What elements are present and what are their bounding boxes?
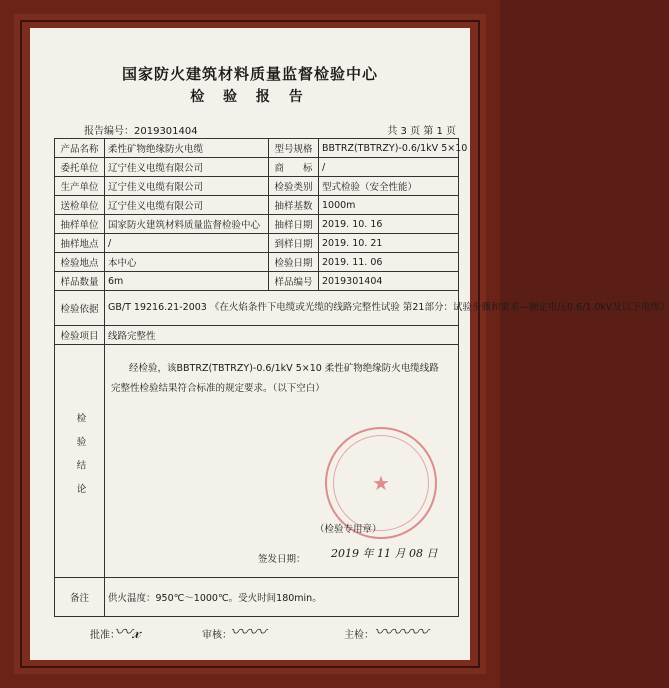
cell-label: 检验结论 xyxy=(74,412,86,507)
cell-label: 产品名称 xyxy=(55,139,105,158)
producer: 辽宁佳义电缆有限公司 xyxy=(105,177,269,196)
table-row xyxy=(55,326,459,345)
table-row xyxy=(55,345,459,578)
cell-label: 抽样日期 xyxy=(269,215,319,234)
cell-label: 生产单位 xyxy=(55,177,105,196)
report-number: 报告编号：2019301404 xyxy=(84,126,198,137)
cell-label: 检验项目 xyxy=(55,326,105,345)
test-date: 2019. 11. 06 xyxy=(319,253,459,272)
test-basis: GB/T 19216.21-2003 《在火焰条件下电缆或光缆的线路完整性试验 第21部分：试验步骤和要求—额定电压0.6/1.0kV及以下电缆》 xyxy=(105,291,459,326)
conclusion-cell xyxy=(105,345,459,578)
cell-label: 检验依据 xyxy=(55,291,105,326)
table-row xyxy=(55,253,459,272)
table-row xyxy=(55,578,459,617)
report-table xyxy=(54,138,669,617)
main-test-signature-icon: 〰〰〰 xyxy=(374,622,428,643)
remark: 供火温度：950℃～1000℃。受火时间180min。 xyxy=(105,578,459,617)
cell-label: 检验日期 xyxy=(269,253,319,272)
stamp-label: （检验专用章） xyxy=(315,524,382,535)
approve-signature-icon: 〰𝓍 xyxy=(114,622,141,643)
review-label: 审核： xyxy=(202,630,232,641)
table-row xyxy=(55,272,459,291)
approve-label: 批准： xyxy=(90,630,120,641)
cell-label: 型号规格 xyxy=(269,139,319,158)
page-info: 共 3 页 第 1 页 xyxy=(387,126,456,137)
sign-date: 2019 年 11 月 08 日 xyxy=(331,547,438,560)
report-institution-title: 国家防火建筑材料质量监督检验中心 xyxy=(121,65,378,83)
conclusion-text: 经检验，该BBTRZ(TBTRZY)-0.6/1kV 5×10 柔性矿物绝缘防火电缆线路完整性检验结果符合标准的规定要求。（以下空白） xyxy=(111,363,439,394)
report-paper xyxy=(30,28,669,660)
cell-label: 抽样基数 xyxy=(269,196,319,215)
arrival-date: 2019. 10. 21 xyxy=(319,234,459,253)
submitter: 辽宁佳义电缆有限公司 xyxy=(105,196,269,215)
sample-number: 2019301404 xyxy=(319,272,459,291)
test-place: 本中心 xyxy=(105,253,269,272)
sample-date: 2019. 10. 16 xyxy=(319,215,459,234)
test-type: 型式检验（安全性能） xyxy=(319,177,459,196)
main-test-label: 主检： xyxy=(344,630,374,641)
table-row xyxy=(55,177,459,196)
cell-label: 备注 xyxy=(55,578,105,617)
cell-label: 样品数量 xyxy=(55,272,105,291)
cell-label: 抽样地点 xyxy=(55,234,105,253)
sampler: 国家防火建筑材料质量监督检验中心 xyxy=(105,215,269,234)
cell-label: 检验类别 xyxy=(269,177,319,196)
inspection-seal-icon: ★ xyxy=(325,427,437,539)
sample-quantity: 6m xyxy=(105,272,269,291)
cell-label: 样品编号 xyxy=(269,272,319,291)
sign-date-label: 签发日期： xyxy=(258,554,306,565)
test-items: 线路完整性 xyxy=(105,326,459,345)
table-row xyxy=(55,234,459,253)
trademark: / xyxy=(319,158,459,177)
table-row xyxy=(55,291,459,326)
sample-place: / xyxy=(105,234,269,253)
table-row xyxy=(55,215,459,234)
table-row xyxy=(55,158,459,177)
conclusion-label-cell xyxy=(55,345,105,578)
table-row xyxy=(55,139,459,158)
cell-label: 抽样单位 xyxy=(55,215,105,234)
client: 辽宁佳义电缆有限公司 xyxy=(105,158,269,177)
review-signature-icon: 〰〰 xyxy=(230,622,266,643)
product-name: 柔性矿物绝缘防火电缆 xyxy=(105,139,269,158)
table-row xyxy=(55,196,459,215)
cell-label: 委托单位 xyxy=(55,158,105,177)
model-spec: BBTRZ(TBTRZY)-0.6/1kV 5×10 xyxy=(319,139,459,158)
cell-label: 商 标 xyxy=(269,158,319,177)
cell-label: 到样日期 xyxy=(269,234,319,253)
sample-base: 1000m xyxy=(319,196,459,215)
cell-label: 送检单位 xyxy=(55,196,105,215)
report-subtitle: 检 验 报 告 xyxy=(190,89,310,105)
cell-label: 检验地点 xyxy=(55,253,105,272)
